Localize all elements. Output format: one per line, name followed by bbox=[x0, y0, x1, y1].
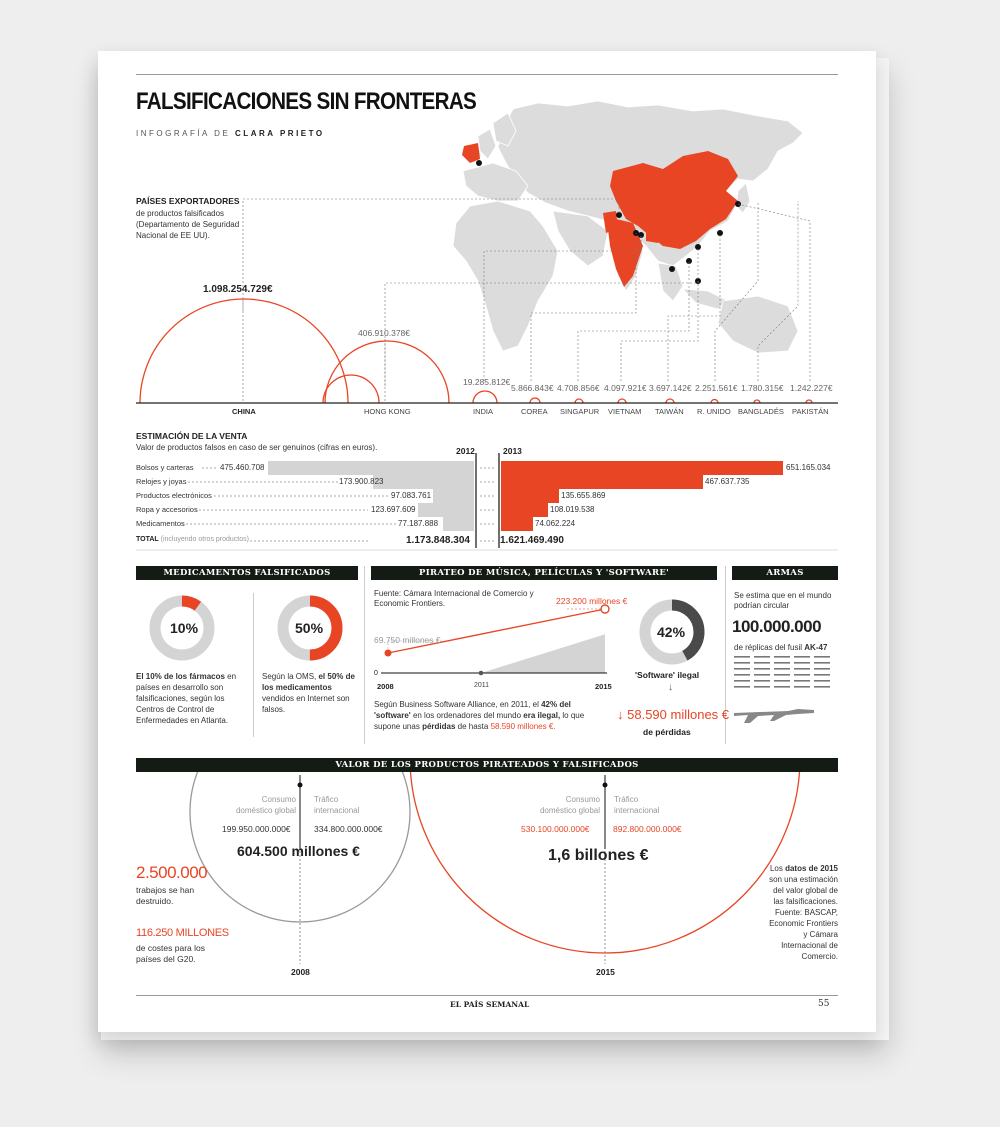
loss-caption: de pérdidas bbox=[643, 727, 691, 737]
sales-2013-value: 135.655.869 bbox=[561, 491, 606, 500]
sales-2013-value: 74.062.224 bbox=[535, 519, 576, 528]
right-year: 2015 bbox=[596, 967, 615, 977]
down-arrow-icon: ↓ bbox=[668, 682, 673, 693]
label-india: INDIA bbox=[473, 407, 494, 416]
piracy-y-tick: 0 bbox=[374, 670, 378, 677]
para-c: lo que supone unas bbox=[374, 711, 585, 731]
loss-value-text: 58.590 millones € bbox=[627, 707, 730, 722]
left-intl-value: 334.800.000.000€ bbox=[314, 824, 383, 834]
byline-prefix: INFOGRAFÍA DE bbox=[136, 129, 231, 138]
label-singapur: SINGAPUR bbox=[560, 407, 600, 416]
donut2-bold: el 50% de los medicamentos bbox=[262, 672, 355, 692]
piracy-source: Fuente: Cámara Internacional de Comercio y Economic Frontiers. bbox=[374, 589, 534, 608]
donut1-label: 10% bbox=[170, 620, 199, 636]
donut2-label: 50% bbox=[295, 620, 324, 636]
piracy-section-bar: PIRATEO DE MÚSICA, PELÍCULAS Y 'SOFTWARE' bbox=[371, 566, 717, 580]
sales-2012-value: 123.697.609 bbox=[371, 505, 416, 514]
donut1-text: en países en desarrollo son falsificaciones, según los Centros de Control de Enfermedades en Atlanta. bbox=[136, 672, 237, 725]
value-vietnam: 4.097.921€ bbox=[604, 383, 647, 393]
weapons-caption-bold: AK-47 bbox=[804, 643, 828, 652]
left-year: 2008 bbox=[291, 967, 310, 977]
donut2-text-a: Según la OMS, bbox=[262, 672, 317, 681]
circle-2015 bbox=[410, 563, 803, 953]
sales-row-label: Bolsos y carteras bbox=[136, 463, 194, 472]
piracy-x-tick: 2015 bbox=[595, 682, 612, 691]
label-banglades: BANGLADÉS bbox=[738, 407, 784, 416]
left-domestic-label: Consumo doméstico global bbox=[235, 795, 296, 815]
total-label: TOTAL bbox=[136, 536, 159, 543]
year-2013: 2013 bbox=[503, 446, 522, 456]
sales-2012-value: 77.187.888 bbox=[398, 519, 439, 528]
right-total: 1,6 billones € bbox=[548, 847, 649, 864]
weapons-number: 100.000.000 bbox=[732, 617, 822, 636]
cost-number: 116.250 MILLONES bbox=[136, 927, 229, 939]
donut-caption-text: ilegal bbox=[677, 670, 700, 680]
label-runido: R. UNIDO bbox=[697, 407, 731, 416]
sales-2013-value: 108.019.538 bbox=[550, 505, 595, 514]
value-note bbox=[766, 863, 838, 962]
para-d: de hasta bbox=[457, 722, 489, 731]
byline-author: CLARA PRIETO bbox=[235, 129, 325, 138]
right-domestic-value: 530.100.000.000€ bbox=[521, 824, 590, 834]
piracy-label-high: 223.200 millones € bbox=[556, 596, 628, 606]
total-2013: 1.621.469.490 bbox=[500, 535, 564, 546]
donut2-text-b: vendidos en Internet son falsos. bbox=[262, 694, 350, 714]
left-domestic-value: 199.950.000.000€ bbox=[222, 824, 291, 834]
medicines-section-bar: MEDICAMENTOS FALSIFICADOS bbox=[136, 566, 358, 580]
value-corea: 5.866.843€ bbox=[511, 383, 554, 393]
sales-row-label: Productos electrónicos bbox=[136, 491, 212, 500]
value-india: 19.285.812€ bbox=[463, 377, 511, 387]
left-intl-label: Tráfico internacional bbox=[314, 795, 360, 815]
note-b: son una estimación del valor global de las falsificaciones. Fuente: BASCAP, Economic Frontiers y Cámara Internacional de Comercio. bbox=[769, 875, 838, 961]
sales-2012-value: 173.900.823 bbox=[339, 477, 384, 486]
para-bold2: era ilegal, bbox=[523, 711, 561, 720]
loss-arrow-icon: ↓ bbox=[617, 707, 624, 722]
weapons-intro: Se estima que en el mundo podrían circular bbox=[734, 591, 832, 610]
value-singapur: 4.708.856€ bbox=[557, 383, 600, 393]
donut3-label: 42% bbox=[657, 624, 686, 640]
para-bold1: 42% del 'software' bbox=[374, 700, 571, 720]
value-hongkong: 406.910.378€ bbox=[358, 328, 410, 338]
cost-text: de costes para los países del G20. bbox=[136, 943, 205, 964]
label-china: CHINA bbox=[232, 407, 256, 416]
magazine-page bbox=[98, 51, 876, 1032]
para-bold3: pérdidas bbox=[422, 722, 456, 731]
page-number: 55 bbox=[818, 999, 830, 1009]
piracy-x-tick: 2011 bbox=[474, 682, 490, 689]
sales-2013-value: 651.165.034 bbox=[786, 463, 831, 472]
piracy-label-low: 69.750 millones € bbox=[374, 635, 441, 645]
note-bold: datos de 2015 bbox=[785, 864, 838, 873]
sales-heading: ESTIMACIÓN DE LA VENTA bbox=[136, 431, 248, 441]
weapons-section-bar: ARMAS bbox=[732, 566, 838, 580]
sales-row-label: Relojes y joyas bbox=[136, 477, 187, 486]
footer-rule bbox=[136, 995, 838, 996]
sales-row-label: Medicamentos bbox=[136, 519, 185, 528]
sales-2013-value: 467.637.735 bbox=[705, 477, 750, 486]
value-runido: 2.251.561€ bbox=[695, 383, 738, 393]
donut-caption-bold: 'Software' bbox=[635, 670, 675, 680]
sales-row-label: Ropa y accesorios bbox=[136, 505, 198, 514]
sales-2012-value: 97.083.761 bbox=[391, 491, 432, 500]
publication-name: EL PAÍS SEMANAL bbox=[450, 1000, 530, 1009]
label-vietnam: VIETNAM bbox=[608, 407, 642, 416]
value-taiwan: 3.697.142€ bbox=[649, 383, 692, 393]
label-pakistan: PAKISTÁN bbox=[792, 407, 829, 416]
year-2012: 2012 bbox=[456, 446, 475, 456]
jobs-text: trabajos se han destruido. bbox=[136, 885, 195, 906]
sales-subheading: Valor de productos falsos en caso de ser genuinos (cifras en euros). bbox=[136, 443, 378, 452]
label-hongkong: HONG KONG bbox=[364, 407, 411, 416]
right-intl-label: Tráfico internacional bbox=[614, 795, 660, 815]
exporters-description: de productos falsificados (Departamento de Seguridad Nacional de EE UU). bbox=[136, 209, 240, 240]
donut1-bold: El 10% de los fármacos bbox=[136, 672, 225, 681]
jobs-number: 2.500.000 bbox=[136, 863, 208, 882]
note-a: Los bbox=[769, 864, 783, 873]
para-red: 58.590 millones €. bbox=[490, 722, 556, 731]
total-note: (incluyendo otros productos) bbox=[160, 536, 249, 543]
page-title: FALSIFICACIONES SIN FRONTERAS bbox=[136, 88, 477, 115]
sales-2012-value: 475.460.708 bbox=[220, 463, 265, 472]
total-2012: 1.173.848.304 bbox=[406, 535, 470, 546]
exporters-heading: PAÍSES EXPORTADORES bbox=[136, 196, 240, 206]
label-taiwan: TAIWÁN bbox=[655, 407, 684, 416]
right-domestic-label: Consumo doméstico global bbox=[539, 795, 600, 815]
value-banglades: 1.780.315€ bbox=[741, 383, 784, 393]
weapons-caption-a: de réplicas del fusil bbox=[734, 643, 803, 652]
para-b: en los ordenadores del mundo bbox=[412, 711, 522, 720]
piracy-x-tick: 2008 bbox=[377, 682, 394, 691]
value-china: 1.098.254.729€ bbox=[203, 284, 273, 295]
label-corea: COREA bbox=[521, 407, 548, 416]
para-a: Según Business Software Alliance, en 2011, el bbox=[374, 700, 539, 709]
value-section-bar: VALOR DE LOS PRODUCTOS PIRATEADOS Y FALSIFICADOS bbox=[136, 758, 838, 772]
left-total: 604.500 millones € bbox=[237, 843, 360, 859]
right-intl-value: 892.800.000.000€ bbox=[613, 824, 682, 834]
value-pakistan: 1.242.227€ bbox=[790, 383, 833, 393]
